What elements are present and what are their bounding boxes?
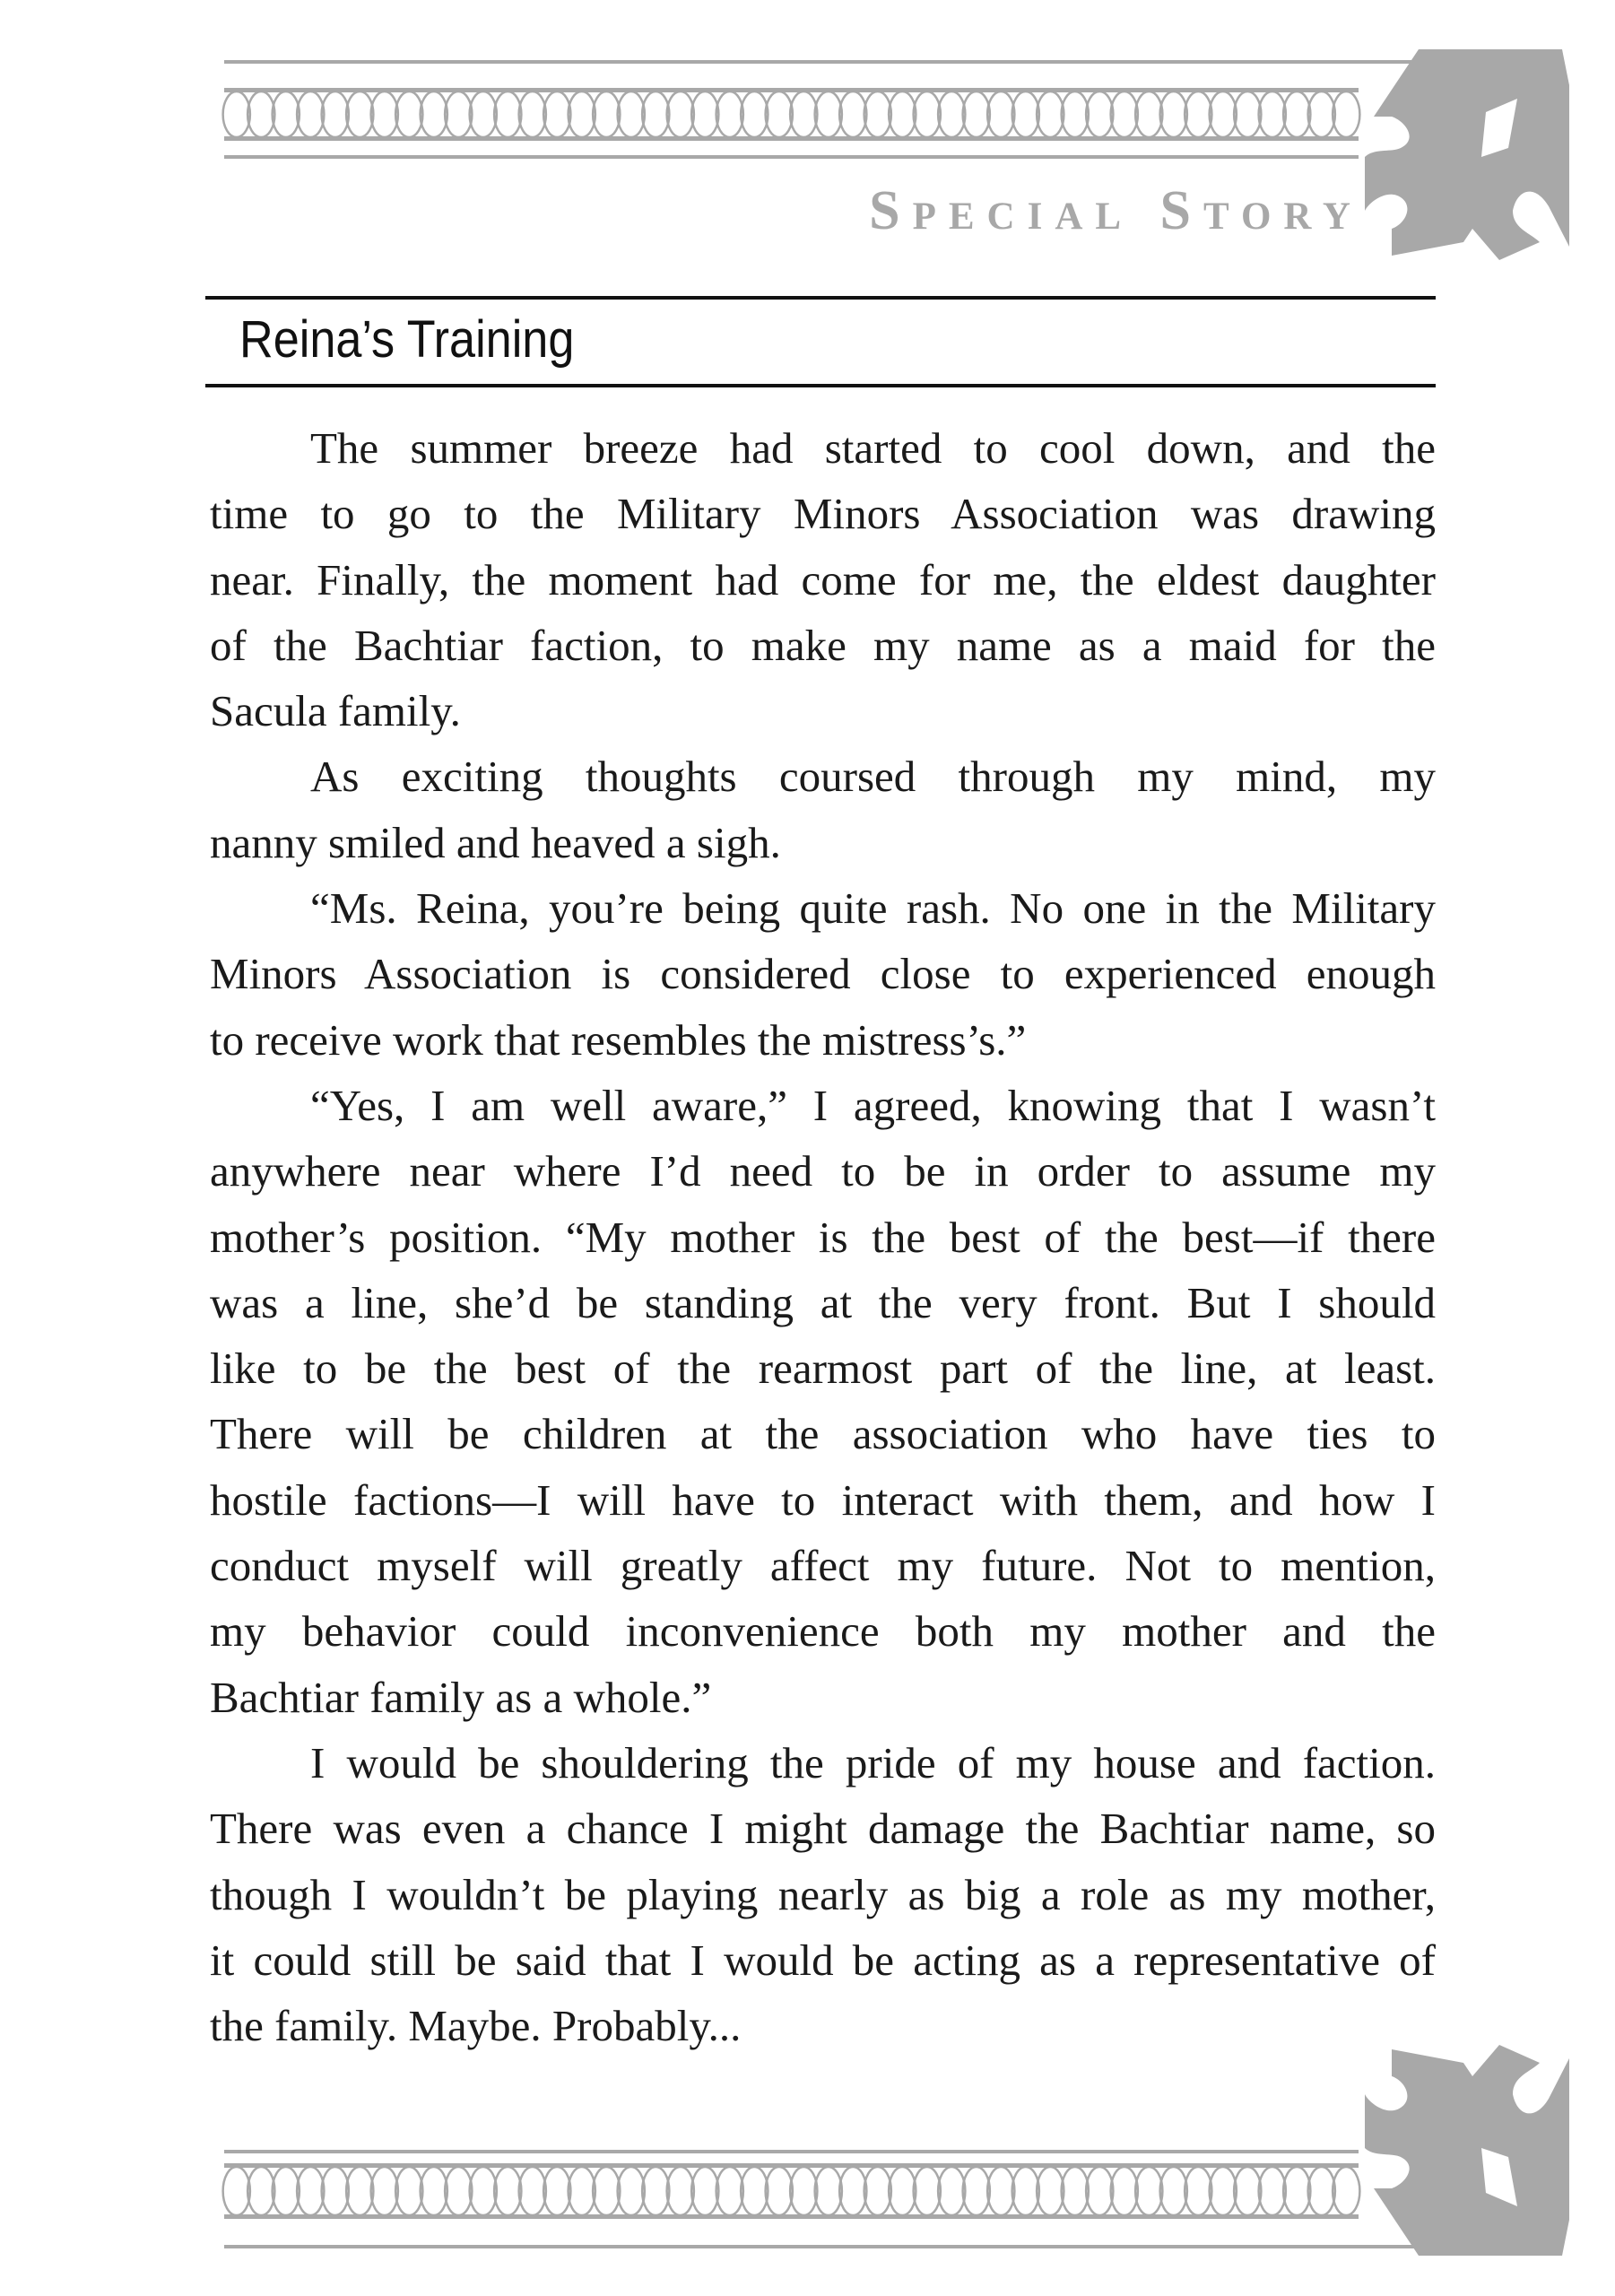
bottom-oval xyxy=(273,2167,300,2215)
paragraph-line: Minors Association is considered close to experienced enough xyxy=(210,949,1436,999)
bottom-oval xyxy=(470,2167,497,2215)
bottom-oval xyxy=(1185,2167,1211,2215)
paragraph-line: like to be the best of the rearmost part of the line, at least. xyxy=(210,1344,1436,1394)
bottom-oval xyxy=(519,2167,546,2215)
bottom-oval xyxy=(395,2167,422,2215)
bottom-oval xyxy=(914,2167,941,2215)
paragraph-line: nanny smiled and heaved a sigh. xyxy=(210,817,781,867)
paragraph-line: anywhere near where I’d need to be in order to assume my xyxy=(210,1146,1436,1196)
paragraph-line: to receive work that resembles the mistress’s.” xyxy=(210,1014,1027,1065)
bottom-oval xyxy=(1283,2167,1310,2215)
paragraph-line: hostile factions—I will have to interact with them, and how I xyxy=(210,1474,1436,1525)
bottom-oval xyxy=(938,2167,965,2215)
paragraph-line: it could still be said that I would be acting as a representative of xyxy=(210,1935,1436,1985)
bottom-oval xyxy=(445,2167,472,2215)
bottom-oval xyxy=(741,2167,768,2215)
bottom-oval xyxy=(346,2167,373,2215)
paragraph-line: conduct myself will greatly affect my future. Not to mention, xyxy=(210,1541,1436,1591)
bottom-oval xyxy=(963,2167,990,2215)
paragraph-line: near. Finally, the moment had come for me, the eldest daughter xyxy=(210,554,1436,604)
bottom-oval xyxy=(1160,2167,1187,2215)
paragraph-line: There will be children at the association who have ties to xyxy=(210,1409,1436,1459)
paragraph-line: Bachtiar family as a whole.” xyxy=(210,1672,712,1722)
bottom-oval xyxy=(1062,2167,1089,2215)
bottom-oval xyxy=(1037,2167,1064,2215)
puzzle-piece-icon xyxy=(1365,2045,1569,2256)
bottom-oval xyxy=(569,2167,595,2215)
bottom-oval xyxy=(1111,2167,1138,2215)
bottom-oval xyxy=(1333,2167,1359,2215)
bottom-band-bottom xyxy=(224,2214,1359,2219)
bottom-oval xyxy=(223,2167,250,2215)
bottom-rule-upper xyxy=(224,2150,1359,2153)
section-label: Special Story xyxy=(869,180,1363,241)
paragraph-line: my behavior could inconvenience both my mother and the xyxy=(210,1606,1436,1657)
puzzle-piece-shape xyxy=(1365,2045,1569,2256)
paragraph-line: “Yes, I am well aware,” I agreed, knowing that I wasn’t xyxy=(310,1080,1436,1130)
bottom-oval xyxy=(247,2167,274,2215)
paragraph-line: The summer breeze had started to cool down, and the xyxy=(310,423,1436,473)
bottom-oval xyxy=(322,2167,349,2215)
bottom-oval xyxy=(716,2167,743,2215)
bottom-oval xyxy=(889,2167,916,2215)
bottom-band-top xyxy=(224,2163,1359,2168)
bottom-oval xyxy=(593,2167,620,2215)
bottom-oval xyxy=(1308,2167,1335,2215)
paragraph-line: There was even a chance I might damage the Bachtiar name, so xyxy=(210,1804,1436,1854)
paragraph-line: of the Bachtiar faction, to make my name as a maid for the xyxy=(210,620,1436,670)
paragraph-line: As exciting thoughts coursed through my mind, my xyxy=(310,752,1436,802)
bottom-oval xyxy=(618,2167,645,2215)
paragraph-line: I would be shouldering the pride of my house and faction. xyxy=(310,1737,1436,1787)
bottom-oval xyxy=(1210,2167,1237,2215)
bottom-oval xyxy=(543,2167,570,2215)
paragraph-line: the family. Maybe. Probably... xyxy=(210,2001,742,2051)
chapter-title: Reina’s Training xyxy=(239,310,575,369)
bottom-oval xyxy=(790,2167,817,2215)
bottom-oval xyxy=(1259,2167,1286,2215)
bottom-oval xyxy=(1234,2167,1261,2215)
bottom-oval xyxy=(1086,2167,1113,2215)
title-top-rule xyxy=(205,296,1436,300)
bottom-oval xyxy=(839,2167,866,2215)
paragraph-line: was a line, she’d be standing at the very front. But I should xyxy=(210,1277,1436,1327)
bottom-oval xyxy=(494,2167,521,2215)
bottom-oval xyxy=(421,2167,447,2215)
bottom-rule-lower xyxy=(224,2245,1417,2248)
bottom-oval xyxy=(691,2167,718,2215)
bottom-oval xyxy=(642,2167,669,2215)
bottom-oval xyxy=(987,2167,1014,2215)
paragraph-line: Sacula family. xyxy=(210,686,461,736)
bottom-oval xyxy=(1012,2167,1039,2215)
bottom-oval xyxy=(815,2167,842,2215)
paragraph-line: though I wouldn’t be playing nearly as big a role as my mother, xyxy=(210,1869,1436,1919)
bottom-oval xyxy=(371,2167,398,2215)
bottom-oval xyxy=(297,2167,324,2215)
bottom-oval xyxy=(766,2167,793,2215)
bottom-oval xyxy=(864,2167,891,2215)
title-bottom-rule xyxy=(205,384,1436,387)
paragraph-line: time to go to the Military Minors Association was drawing xyxy=(210,489,1436,539)
bottom-oval xyxy=(1135,2167,1162,2215)
paragraph-line: “Ms. Reina, you’re being quite rash. No one in the Military xyxy=(310,883,1436,934)
story-body xyxy=(210,415,1436,2058)
bottom-oval xyxy=(667,2167,694,2215)
paragraph-line: mother’s position. “My mother is the best of the best—if there xyxy=(210,1212,1436,1262)
